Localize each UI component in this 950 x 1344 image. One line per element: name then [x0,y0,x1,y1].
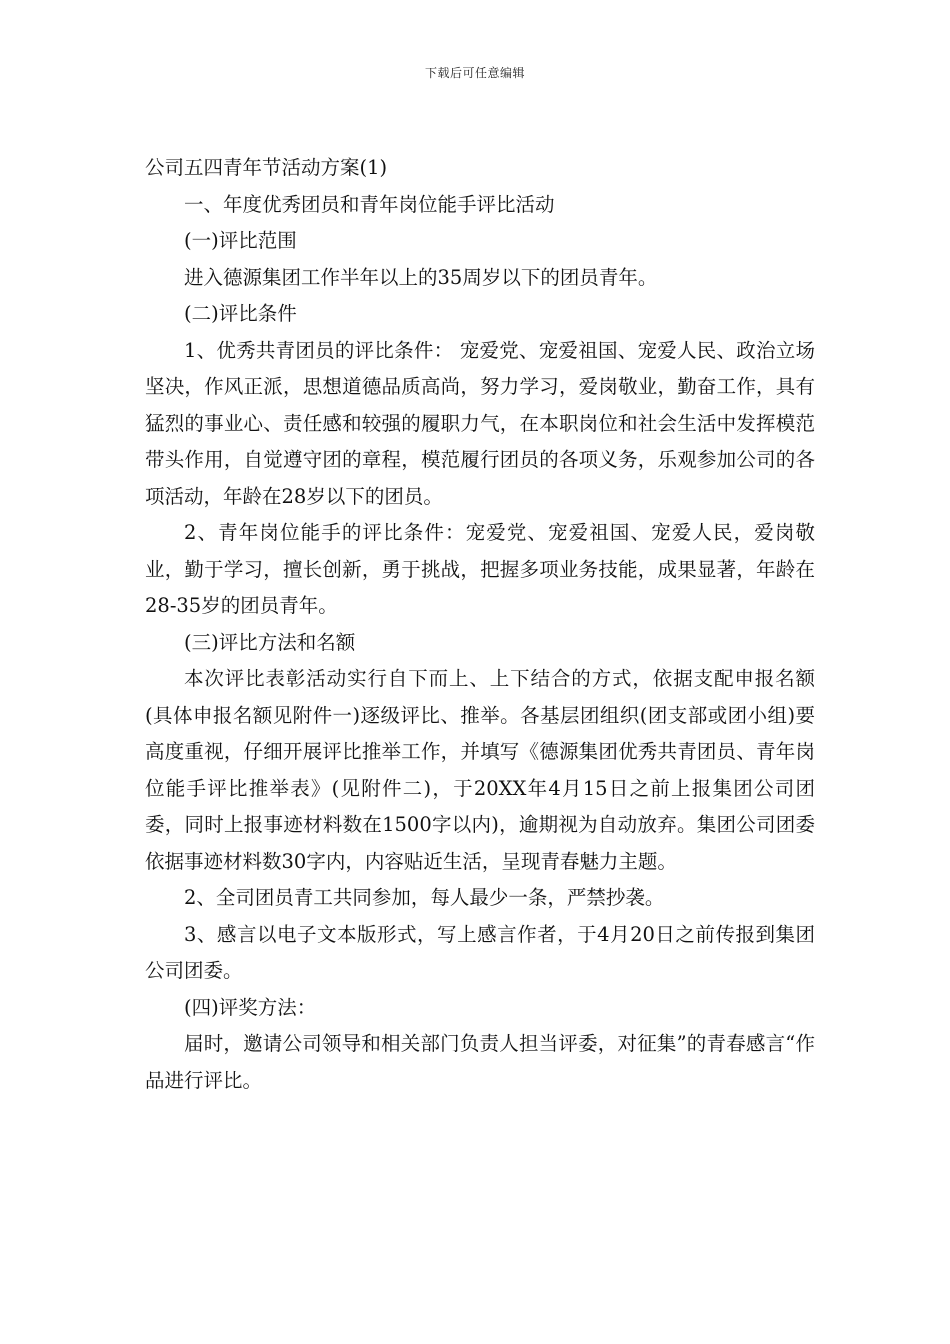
paragraph-submission: 3、感言以电子文本版形式，写上感言作者，于4月20日之前传报到集团公司团委。 [145,922,815,982]
subheading-awards: (四)评奖方法： [184,995,317,1019]
document-body [145,150,815,1099]
subheading-methods: (三)评比方法和名额 [184,630,356,654]
subheading-conditions: (二)评比条件 [184,302,297,325]
paragraph-participation: 2、全司团员青工共同参加，每人最少一条，严禁抄袭。 [184,886,665,909]
subheading-scope: (一)评比范围 [184,229,297,252]
paragraph-awards: 届时，邀请公司领导和相关部门负责人担当评委，对征集”的青春感言“作品进行评比。 [145,1032,815,1092]
paragraph-scope: 进入德源集团工作半年以上的35周岁以下的团员青年。 [184,265,658,289]
page-header-note: 下载后可任意编辑 [424,66,525,80]
paragraph-condition-1: 1、优秀共青团员的评比条件： 宠爱党、宠爱祖国、宠爱人民、政治立场坚决，作风正派，思想道德品质高尚，努力学习，爱岗敬业，勤奋工作，具有猛烈的事业心、责任感和较强的履职力气，在本职岗位和社会生活中发挥模范带头作用，自觉遵守团的章程，模范履行团员的各项义务，乐观参加公司的各项活动，年龄在28岁以下的团员。 [145,338,815,508]
document-title: 公司五四青年节活动方案(1) [145,156,388,179]
section-heading-1: 一、年度优秀团员和青年岗位能手评比活动 [184,192,555,216]
paragraph-methods: 本次评比表彰活动实行自下而上、上下结合的方式，依据支配申报名额(具体申报名额见附件一)逐级评比、推举。各基层团组织(团支部或团小组)要高度重视，仔细开展评比推举工作，并填写《德源集团优秀共青团员、青年岗位能手评比推举表》(见附件二)，于20XX年4月15日之前上报集团公司团委，同时上报事迹材料数在1500字以内)，逾期视为自动放弃。集团公司团委依据事迹材料数30字内，内容贴近生活，呈现青春魅力主题。 [145,667,815,873]
paragraph-condition-2: 2、青年岗位能手的评比条件：宠爱党、宠爱祖国、宠爱人民，爱岗敬业，勤于学习，擅长创新，勇于挑战，把握多项业务技能，成果显著，年龄在28-35岁的团员青年。 [145,521,815,617]
